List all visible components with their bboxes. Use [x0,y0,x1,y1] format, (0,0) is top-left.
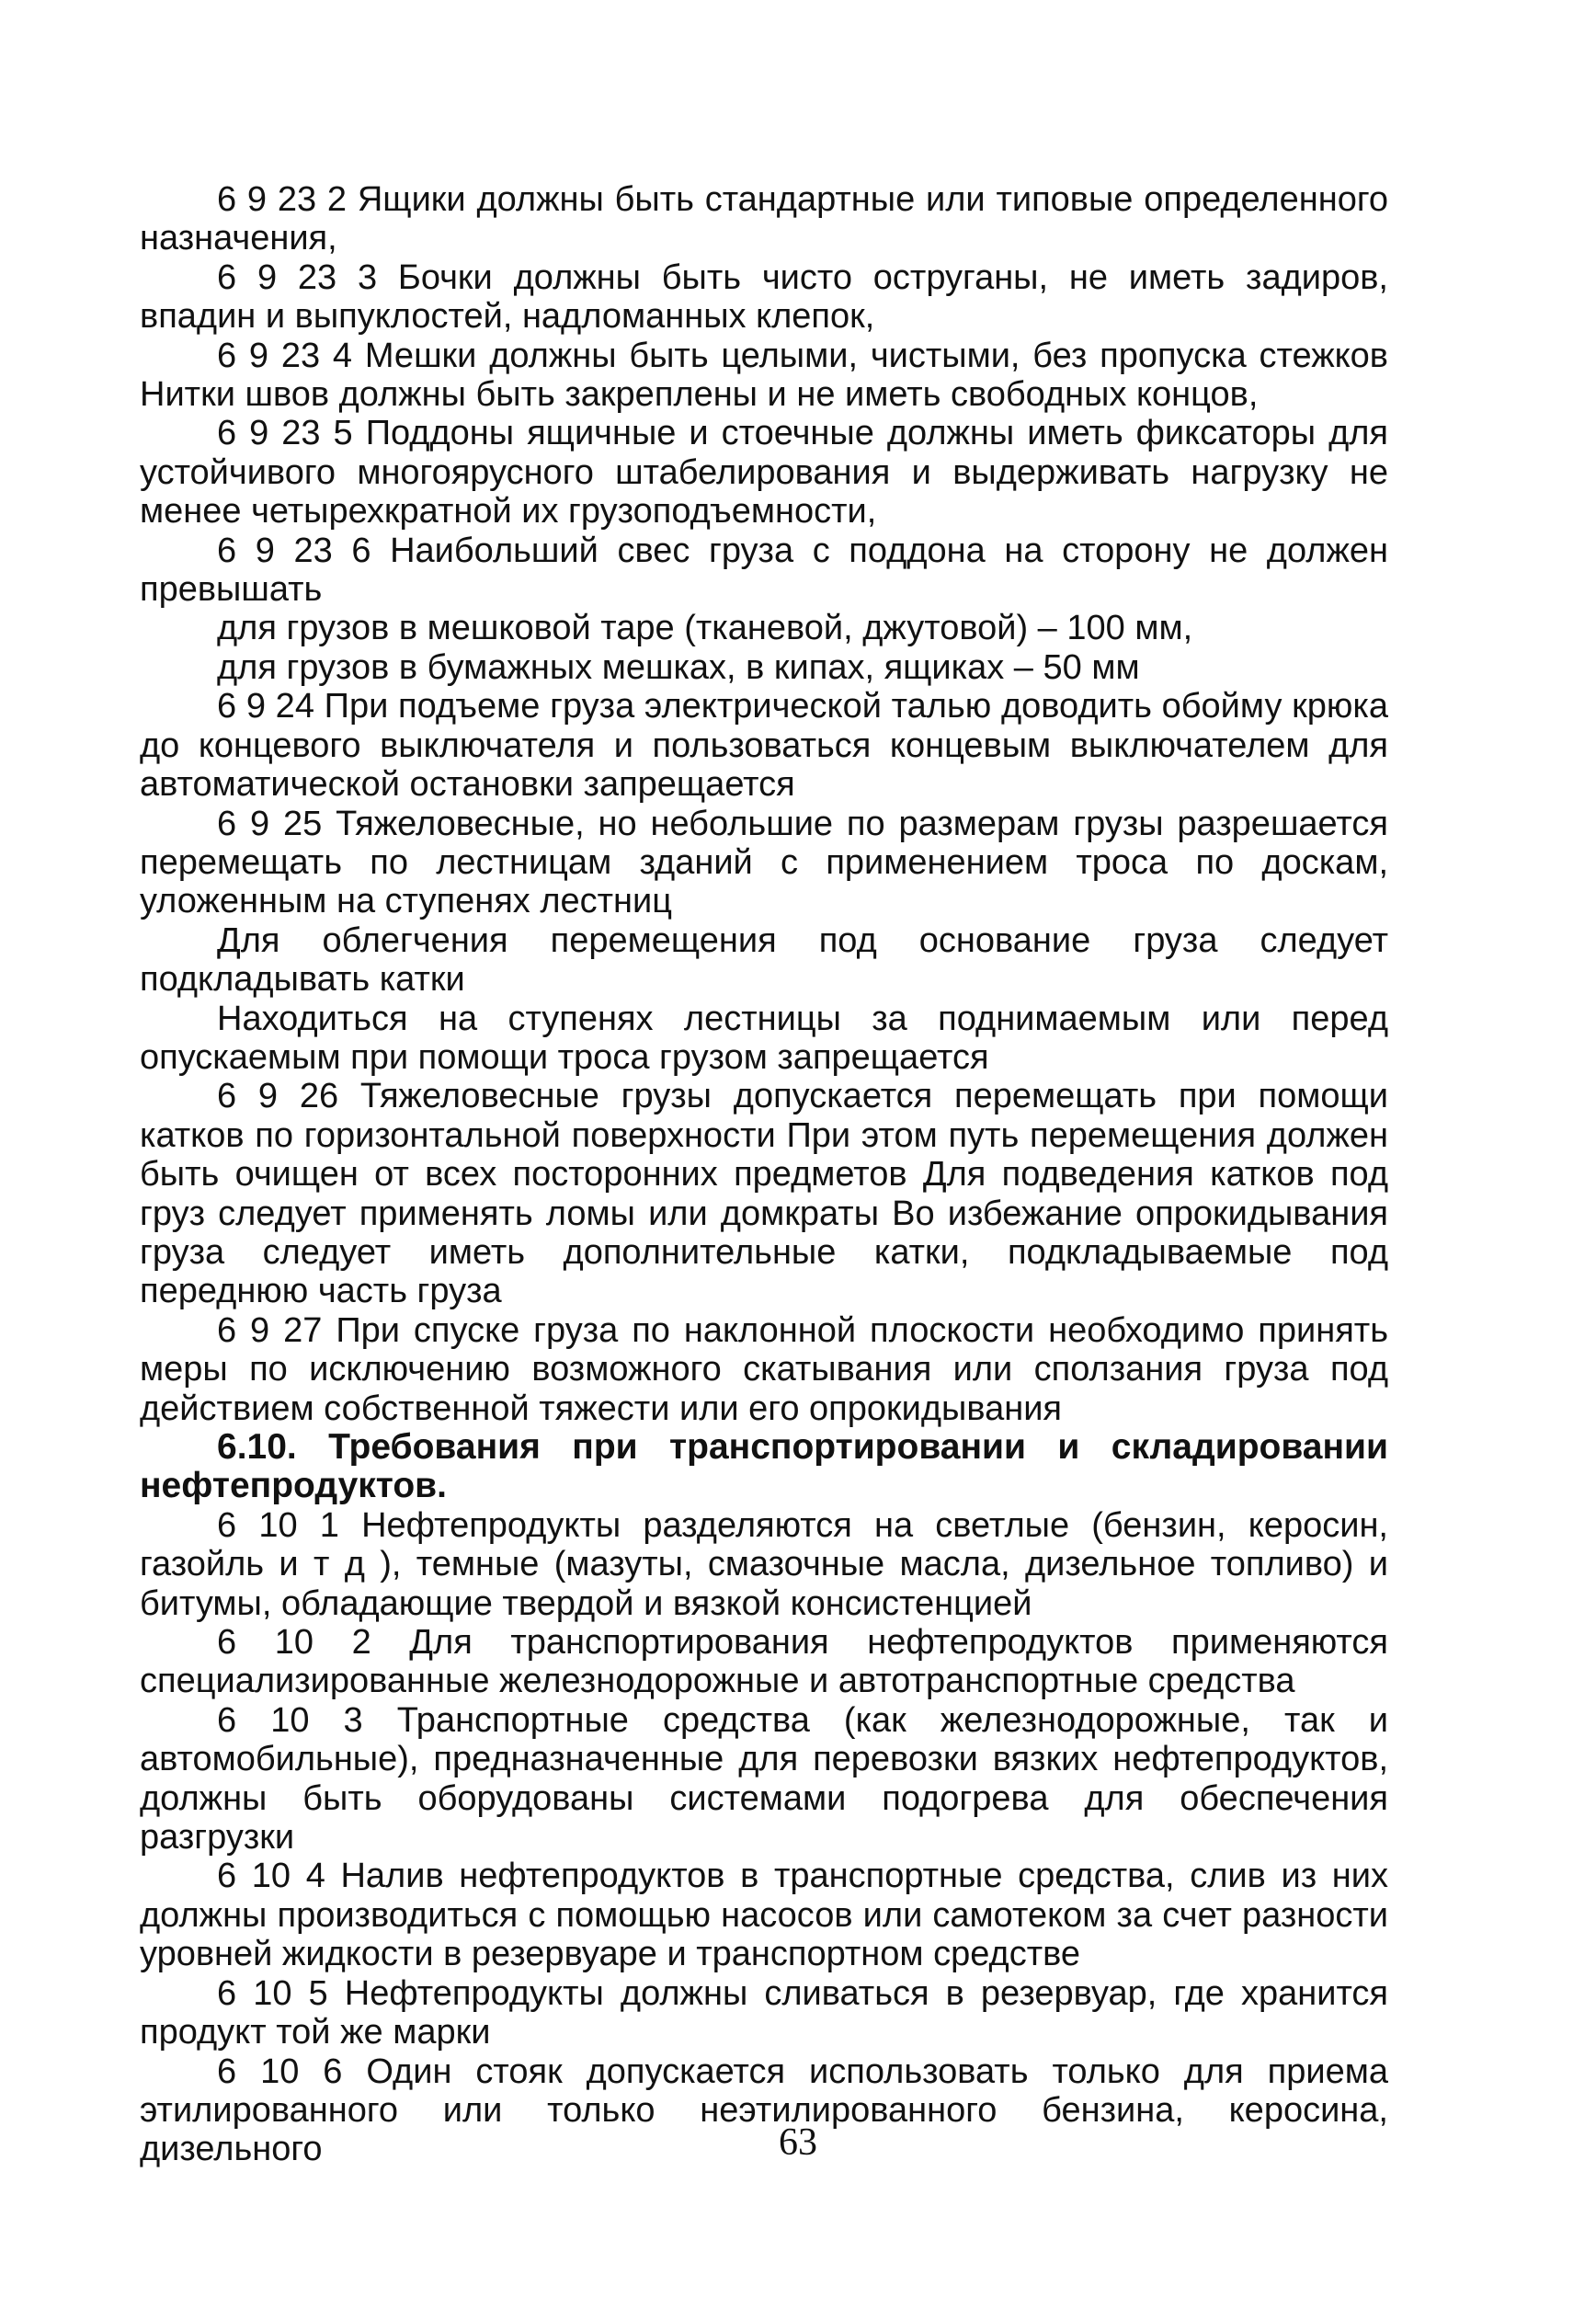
paragraph-6-9-23-2: 6 9 23 2 Ящики должны быть стандартные или типовые определенного назначения, [140,180,1388,258]
section-heading-6-10: 6.10. Требования при транспортировании и складировании нефтепродуктов. [140,1427,1388,1506]
paragraph-6-9-25: 6 9 25 Тяжеловесные, но небольшие по размерам грузы разрешается перемещать по лестницам зданий с применением троса по доскам, уложенным на ступенях лестниц [140,804,1388,921]
paragraph-6-9-26: 6 9 26 Тяжеловесные грузы допускается перемещать при помощи катков по горизонтальной поверхности При этом путь перемещения должен быть очищен от всех посторонних предметов Для подведения катков под груз следует применять ломы или домкраты Во избежание опрокидывания груза следует иметь дополнительные катки, подкладываемые под переднюю часть груза [140,1077,1388,1311]
body-text [140,180,1388,2169]
paragraph-6-9-23-5: 6 9 23 5 Поддоны ящичные и стоечные должны иметь фиксаторы для устойчивого многоярусного штабелирования и выдерживать нагрузку не менее четырехкратной их грузоподъемности, [140,414,1388,532]
paragraph-6-10-4: 6 10 4 Налив нефтепродуктов в транспортные средства, слив из них должны производиться с помощью насосов или самотеком за счет разности уровней жидкости в резервуаре и транспортном средстве [140,1857,1388,1974]
paragraph-paper-bags: для грузов в бумажных мешках, в кипах, ящиках – 50 мм [217,647,1140,687]
paragraph-6-9-23-3: 6 9 23 3 Бочки должны быть чисто оструганы, не иметь задиров, впадин и выпуклостей, надломанных клепок, [140,257,1388,337]
page-number: 63 [779,2121,817,2164]
paragraph-6-10-2: 6 10 2 Для транспортирования нефтепродуктов применяются специализированные железнодорожные и автотранспортные средства [140,1623,1388,1701]
paragraph-6-9-24: 6 9 24 При подъеме груза электрической талью доводить обойму крюка до концевого выключателя и пользоваться концевым выключателем для автоматической остановки запрещается [140,687,1388,805]
paragraph-6-10-6: 6 10 6 Один стояк допускается использовать только для приема этилированного или только неэтилированного бензина, керосина, дизельного [140,2052,1388,2169]
paragraph-6-10-3: 6 10 3 Транспортные средства (как железнодорожные, так и автомобильные), предназначенные для перевозки вязких нефтепродуктов, должны быть оборудованы системами подогрева для обеспечения разгрузки [140,1700,1388,1857]
paragraph-6-9-23-4: 6 9 23 4 Мешки должны быть целыми, чистыми, без пропуска стежков Нитки швов должны быть закреплены и не иметь свободных концов, [140,336,1388,415]
paragraph-6-9-27: 6 9 27 При спуске груза по наклонной плоскости необходимо принять меры по исключению возможного скатывания или сползания груза под действием собственной тяжести или его опрокидывания [140,1310,1388,1428]
paragraph-6-10-5: 6 10 5 Нефтепродукты должны сливаться в резервуар, где хранится продукт той же марки [140,1973,1388,2052]
paragraph-6-9-23-6: 6 9 23 6 Наибольший свес груза с поддона на сторону не должен превышать [140,531,1388,610]
paragraph-rollers-note: Для облегчения перемещения под основание груза следует подкладывать катки [140,920,1388,1000]
paragraph-6-10-1: 6 10 1 Нефтепродукты разделяются на светлые (бензин, керосин, газойль и т д ), темные (мазуты, смазочные масла, дизельное топливо) и битумы, обладающие твердой и вязкой консистенцией [140,1505,1388,1623]
paragraph-stairs-prohibition: Находиться на ступенях лестницы за поднимаемым или перед опускаемым при помощи троса грузом запрещается [140,999,1388,1077]
paragraph-sack-packaging: для грузов в мешковой таре (тканевой, джутовой) – 100 мм, [217,609,1193,648]
